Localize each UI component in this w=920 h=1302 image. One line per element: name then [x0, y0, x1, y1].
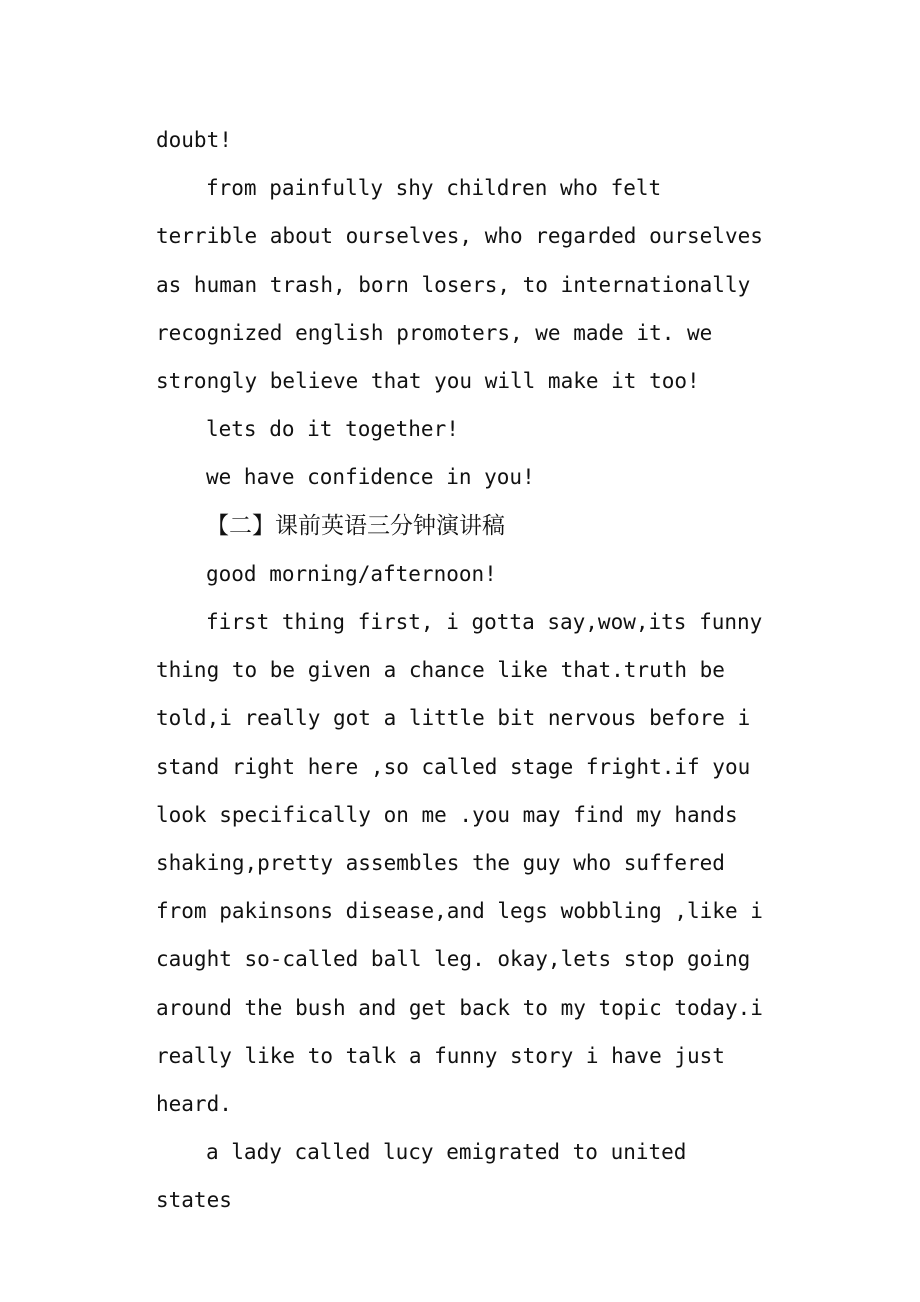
paragraph-doubt: doubt!	[156, 128, 232, 152]
paragraph-first-thing: first thing first, i gotta say,wow,its funny thing to be given a chance like that.truth be told,i really got a little bit nervous before i stand right here ,so called stage fright.if you look specifically on me .you may find my hands shaking,pretty assembles the guy who suffered from pakinsons disease,and legs wobbling ,like i caught so-called ball leg. okay,lets stop going around the bush and get back to my topic today.i really like to talk a funny story i have just heard.	[156, 610, 776, 1117]
paragraph-lady-lucy: a lady called lucy emigrated to united states	[156, 1140, 700, 1213]
paragraph-shy-children: from painfully shy children who felt terrible about ourselves, who regarded ourselves as human trash, born losers, to internationally recognized english promoters, we made it. we strongly believe that you will make it too!	[156, 176, 776, 394]
section-heading: 【二】课前英语三分钟演讲稿	[206, 512, 505, 539]
paragraph-greeting: good morning/afternoon!	[206, 561, 497, 586]
document-body	[156, 116, 776, 1225]
paragraph-confidence: we have confidence in you!	[206, 465, 535, 490]
paragraph-lets-do-it: lets do it together!	[206, 417, 459, 442]
